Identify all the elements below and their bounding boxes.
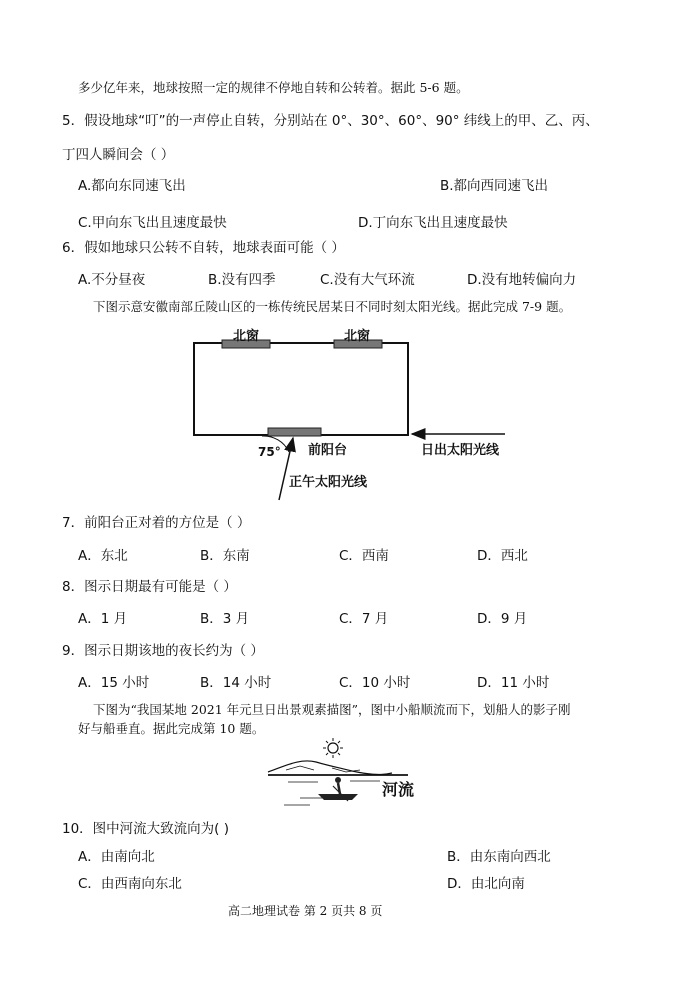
- balcony-label: 前阳台: [308, 443, 348, 458]
- q9-option-b: B．14 小时: [200, 675, 272, 691]
- q10-stem: 10．图中河流大致流向为( ): [62, 821, 230, 837]
- noon-ray-label: 正午太阳光线: [289, 475, 368, 490]
- q10-option-b: B．由东南向西北: [447, 849, 551, 865]
- q6-option-a: A.不分昼夜: [78, 272, 146, 288]
- q9-option-a: A．15 小时: [78, 675, 150, 691]
- diagram2-caption-line2: 好与船垂直。据此完成第 10 题。: [78, 721, 265, 736]
- q8-option-c: C．7 月: [339, 611, 389, 627]
- page-footer: 高二地理试卷 第 2 页共 8 页: [228, 904, 383, 918]
- sun-icon: [328, 743, 338, 753]
- q8-option-d: D．9 月: [477, 611, 528, 627]
- north-window-right-label: 北窗: [344, 329, 371, 344]
- q10-option-a: A．由南向北: [78, 849, 155, 865]
- q6-option-d: D.没有地转偏向力: [467, 272, 577, 288]
- diagram1-caption: 下图示意安徽南部丘陵山区的一栋传统民居某日不同时刻太阳光线。据此完成 7-9 题。: [93, 299, 572, 314]
- intro-text: 多少亿年来，地球按照一定的规律不停地自转和公转着。据此 5-6 题。: [78, 80, 469, 95]
- q10-option-c: C．由西南向东北: [78, 876, 182, 892]
- q6-option-c: C.没有大气环流: [320, 272, 415, 288]
- river-label: 河流: [382, 780, 415, 799]
- boat-icon: [318, 794, 358, 800]
- angle-label: 75°: [258, 445, 281, 459]
- q8-option-b: B．3 月: [200, 611, 250, 627]
- q7-stem: 7．前阳台正对着的方位是（ ）: [62, 515, 251, 531]
- q7-option-c: C．西南: [339, 548, 389, 564]
- north-window-left-label: 北窗: [233, 329, 260, 344]
- q5-option-d: D.丁向东飞出且速度最快: [358, 215, 508, 231]
- q6-stem: 6．假如地球只公转不自转，地球表面可能（ ）: [62, 240, 345, 256]
- q5-stem-line2: 丁四人瞬间会（ ）: [62, 147, 175, 163]
- q9-option-d: D．11 小时: [477, 675, 550, 691]
- q6-option-b: B.没有四季: [208, 272, 276, 288]
- q5-option-b: B.都向西同速飞出: [440, 178, 549, 194]
- q5-option-c: C.甲向东飞出且速度最快: [78, 215, 227, 231]
- q8-stem: 8．图示日期最有可能是（ ）: [62, 579, 237, 595]
- q10-option-d: D．由北向南: [447, 876, 525, 892]
- q7-option-d: D．西北: [477, 548, 528, 564]
- q7-option-a: A．东北: [78, 548, 128, 564]
- q5-stem-line1: 5．假设地球“叮”的一声停止自转，分别站在 0°、30°、60°、90° 纬线上的甲、乙、丙、: [62, 113, 599, 129]
- sunrise-ray-label: 日出太阳光线: [421, 443, 500, 458]
- front-balcony: [268, 428, 321, 436]
- rower-icon: [335, 777, 341, 783]
- q7-option-b: B．东南: [200, 548, 250, 564]
- mountain-ridge: [268, 761, 392, 775]
- diagram2-caption-line1: 下图为“我国某地 2021 年元旦日出景观素描图”，图中小船顺流而下，划船人的影子刚: [93, 702, 571, 717]
- house-outline: [194, 343, 408, 435]
- q9-option-c: C．10 小时: [339, 675, 411, 691]
- q9-stem: 9．图示日期该地的夜长约为（ ）: [62, 643, 264, 659]
- q8-option-a: A．1 月: [78, 611, 128, 627]
- q5-option-a: A.都向东同速飞出: [78, 178, 186, 194]
